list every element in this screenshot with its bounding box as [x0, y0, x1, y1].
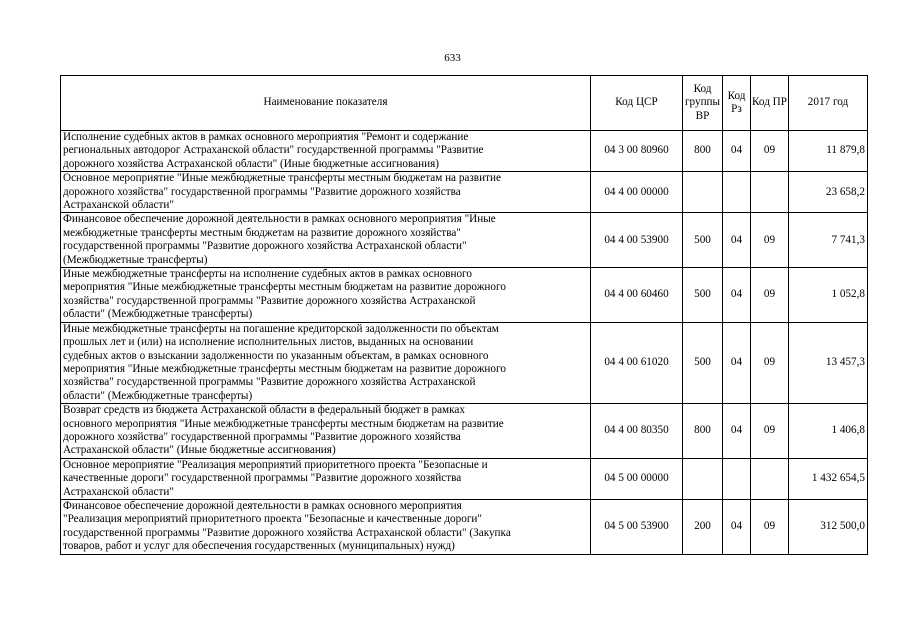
vr-code: [683, 458, 723, 499]
indicator-name-line: государственной программы "Развитие дорожного хозяйства Астраханской области" (Закупка: [63, 526, 511, 539]
header-name: Наименование показателя: [61, 76, 591, 131]
csr-code: 04 4 00 80350: [591, 404, 683, 459]
indicator-name-line: региональных автодорог Астраханской области" государственной программы "Развитие: [63, 144, 484, 157]
rz-code: 04: [723, 268, 751, 323]
indicator-name-line: прошлых лет и (или) на исполнение исполнительных листов, выданных на основании: [63, 336, 474, 349]
indicator-name-line: хозяйства" государственной программы "Развитие дорожного хозяйства Астраханской: [63, 376, 476, 389]
budget-table: [60, 75, 868, 555]
csr-code: 04 4 00 61020: [591, 322, 683, 403]
vr-code: 500: [683, 268, 723, 323]
pr-code: 09: [751, 213, 789, 268]
indicator-name-line: Финансовое обеспечение дорожной деятельности в рамках основного мероприятия "Иные: [63, 213, 496, 226]
indicator-name-line: дорожного хозяйства" государственной программы "Развитие дорожного хозяйства: [63, 430, 461, 443]
pr-code: 09: [751, 499, 789, 554]
table-row: [61, 322, 868, 403]
header-rz: Код Рз: [723, 76, 751, 131]
indicator-name-line: (Межбюджетные трансферты): [63, 253, 208, 266]
amount-2017: 1 432 654,5: [789, 458, 868, 499]
amount-2017: 7 741,3: [789, 213, 868, 268]
header-vr: Код группы ВР: [683, 76, 723, 131]
indicator-name-line: государственной программы "Развитие дорожного хозяйства Астраханской области": [63, 240, 467, 253]
csr-code: 04 5 00 53900: [591, 499, 683, 554]
table-body: [61, 131, 868, 555]
pr-code: 09: [751, 131, 789, 172]
csr-code: 04 4 00 00000: [591, 172, 683, 213]
rz-code: 04: [723, 131, 751, 172]
pr-code: 09: [751, 268, 789, 323]
indicator-name-line: хозяйства" государственной программы "Развитие дорожного хозяйства Астраханской: [63, 294, 476, 307]
rz-code: [723, 172, 751, 213]
indicator-name-line: мероприятия "Иные межбюджетные трансферты местным бюджетам на развитие дорожного: [63, 362, 506, 375]
indicator-name: [61, 499, 591, 554]
csr-code: 04 4 00 53900: [591, 213, 683, 268]
header-year: 2017 год: [789, 76, 868, 131]
csr-code: 04 5 00 00000: [591, 458, 683, 499]
pr-code: 09: [751, 404, 789, 459]
indicator-name-line: Астраханской области": [63, 485, 174, 498]
indicator-name-line: дорожного хозяйства" государственной программы "Развитие дорожного хозяйства: [63, 185, 461, 198]
vr-code: 800: [683, 131, 723, 172]
indicator-name: [61, 404, 591, 459]
amount-2017: 1 406,8: [789, 404, 868, 459]
indicator-name-line: области" (Межбюджетные трансферты): [63, 389, 253, 402]
indicator-name-line: товаров, работ и услуг для обеспечения государственных (муниципальных) нужд): [63, 540, 455, 553]
amount-2017: 13 457,3: [789, 322, 868, 403]
header-csr: Код ЦСР: [591, 76, 683, 131]
rz-code: [723, 458, 751, 499]
amount-2017: 312 500,0: [789, 499, 868, 554]
indicator-name-line: основного мероприятия "Иные межбюджетные трансферты местным бюджетам на развитие: [63, 417, 504, 430]
indicator-name-line: судебных актов о взыскании задолженности по указанным объектам, в рамках основного: [63, 349, 489, 362]
pr-code: [751, 458, 789, 499]
rz-code: 04: [723, 322, 751, 403]
indicator-name-line: Астраханской области" (Иные бюджетные ассигнования): [63, 444, 336, 457]
indicator-name-line: Финансовое обеспечение дорожной деятельности в рамках основного мероприятия: [63, 499, 462, 512]
indicator-name-line: области" (Межбюджетные трансферты): [63, 308, 253, 321]
rz-code: 04: [723, 499, 751, 554]
page-number: 633: [444, 52, 461, 64]
table-row: [61, 268, 868, 323]
indicator-name-line: Основное мероприятие "Реализация мероприятий приоритетного проекта "Безопасные и: [63, 458, 488, 471]
indicator-name: [61, 131, 591, 172]
indicator-name: [61, 458, 591, 499]
header-pr: Код ПР: [751, 76, 789, 131]
vr-code: 800: [683, 404, 723, 459]
indicator-name-line: межбюджетные трансферты местным бюджетам на развитие дорожного хозяйства": [63, 226, 461, 239]
amount-2017: 23 658,2: [789, 172, 868, 213]
indicator-name-line: качественные дороги" государственной программы "Развитие дорожного хозяйства: [63, 472, 462, 485]
table-row: [61, 458, 868, 499]
rz-code: 04: [723, 404, 751, 459]
table-row: [61, 499, 868, 554]
pr-code: 09: [751, 322, 789, 403]
indicator-name-line: "Реализация мероприятий приоритетного проекта "Безопасные и качественные дороги": [63, 513, 482, 526]
table-row: [61, 172, 868, 213]
indicator-name-line: дорожного хозяйства Астраханской области" (Иные бюджетные ассигнования): [63, 157, 439, 170]
indicator-name-line: Исполнение судебных актов в рамках основного мероприятия "Ремонт и содержание: [63, 131, 469, 143]
amount-2017: 11 879,8: [789, 131, 868, 172]
indicator-name-line: Иные межбюджетные трансферты на исполнение судебных актов в рамках основного: [63, 268, 472, 281]
pr-code: [751, 172, 789, 213]
indicator-name-line: мероприятия "Иные межбюджетные трансферты местным бюджетам на развитие дорожного: [63, 281, 506, 294]
table-row: [61, 404, 868, 459]
table-row: [61, 131, 868, 172]
vr-code: 500: [683, 213, 723, 268]
indicator-name: [61, 322, 591, 403]
amount-2017: 1 052,8: [789, 268, 868, 323]
indicator-name: [61, 268, 591, 323]
indicator-name: [61, 172, 591, 213]
indicator-name-line: Основное мероприятие "Иные межбюджетные трансферты местным бюджетам на развитие: [63, 172, 501, 185]
csr-code: 04 3 00 80960: [591, 131, 683, 172]
indicator-name: [61, 213, 591, 268]
table-header-row: [61, 76, 868, 131]
rz-code: 04: [723, 213, 751, 268]
vr-code: [683, 172, 723, 213]
vr-code: 200: [683, 499, 723, 554]
indicator-name-line: Астраханской области": [63, 199, 174, 212]
indicator-name-line: Иные межбюджетные трансферты на погашение кредиторской задолженности по объектам: [63, 322, 499, 335]
indicator-name-line: Возврат средств из бюджета Астраханской области в федеральный бюджет в рамках: [63, 404, 465, 417]
table-row: [61, 213, 868, 268]
vr-code: 500: [683, 322, 723, 403]
csr-code: 04 4 00 60460: [591, 268, 683, 323]
